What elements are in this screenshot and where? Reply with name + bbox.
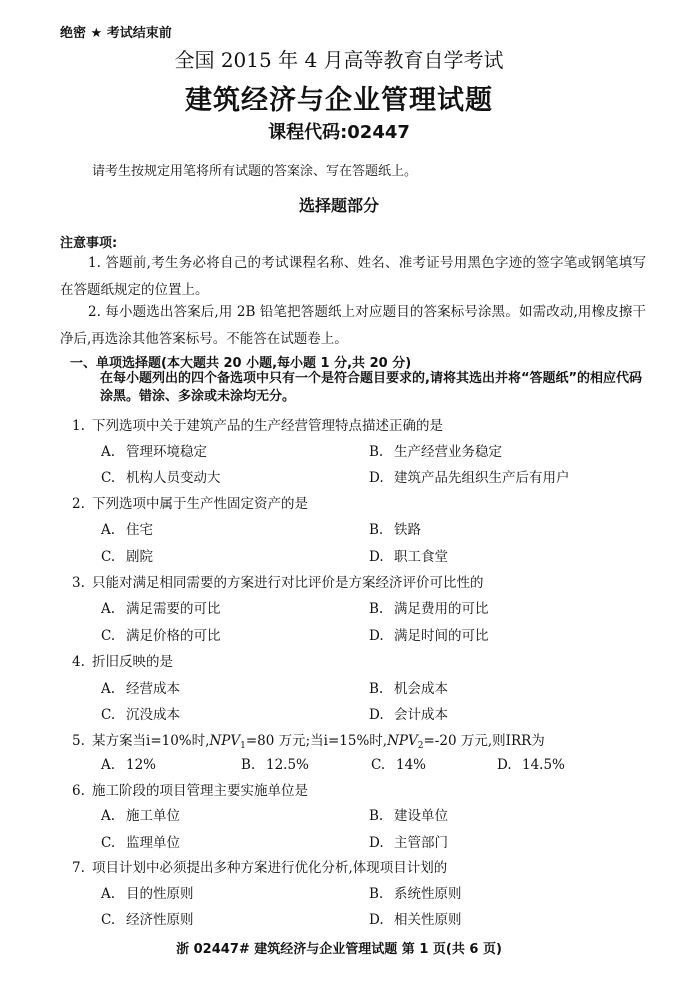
page-footer: 浙 02447# 建筑经济与企业管理试题 第 1 页(共 6 页): [176, 942, 502, 957]
question-1: [72, 414, 443, 434]
option-4-b: B. 机会成本: [369, 681, 448, 697]
question-number: 3.: [72, 575, 85, 591]
question-3: [72, 571, 484, 591]
option-2-a: A. 住宅: [101, 522, 153, 538]
option-3-b: B. 满足费用的可比: [369, 601, 489, 617]
option-4-c: C. 沉没成本: [101, 707, 180, 723]
question-4: [72, 650, 173, 670]
question-number: 5.: [72, 733, 85, 749]
question-stem: 某方案当i=10%时$,NPV_1=80$ 万元;当i=15%时$,NPV_2=-20$ 万元,则IRR为: [92, 733, 545, 751]
option-4-a: A. 经营成本: [101, 681, 180, 697]
option-6-c: C. 监理单位: [101, 835, 180, 851]
question-number: 1.: [72, 418, 85, 434]
option-7-b: B. 系统性原则: [369, 886, 462, 902]
note-item-1: 1. 答题前,考生务必将自己的考试课程名称、姓名、准考证号用黑色字迹的签字笔或钢笔填写在答题纸规定的位置上。: [60, 255, 646, 298]
option-5-d: D. 14.5%: [497, 757, 565, 773]
question-number: 4.: [72, 654, 85, 670]
option-3-c: C. 满足价格的可比: [101, 628, 221, 644]
option-1-b: B. 生产经营业务稳定: [369, 444, 502, 460]
exam-session-line: 全国 2015 年 4 月高等教育自学考试: [174, 48, 504, 72]
part-instruction: 在每小题列出的四个备选项中只有一个是符合题目要求的,请将其选出并将“答题纸”的相应代码涂黑。错涂、多涂或未涂均无分。: [100, 371, 643, 404]
question-stem: 施工阶段的项目管理主要实施单位是: [92, 783, 308, 799]
question-6: [72, 779, 308, 799]
question-number: 2.: [72, 496, 85, 512]
question-5: [72, 729, 545, 751]
question-stem: 折旧反映的是: [92, 654, 173, 670]
option-6-a: A. 施工单位: [101, 808, 180, 824]
course-code: 课程代码:02447: [268, 122, 410, 143]
part-title: 一、单项选择题(本大题共 20 小题,每小题 1 分,共 20 分): [70, 356, 412, 371]
confidential-label: 绝密 ★ 考试结束前: [60, 26, 172, 41]
option-2-d: D. 职工食堂: [369, 549, 448, 565]
option-7-d: D. 相关性原则: [369, 912, 462, 928]
option-2-b: B. 铁路: [369, 522, 421, 538]
option-5-a: A. 12%: [101, 757, 157, 773]
paper-title: 建筑经济与企业管理试题: [185, 85, 493, 116]
question-stem: 下列选项中属于生产性固定资产的是: [92, 496, 308, 512]
option-1-d: D. 建筑产品先组织生产后有用户: [369, 470, 570, 486]
question-2: [72, 492, 308, 512]
option-1-c: C. 机构人员变动大: [101, 470, 221, 486]
option-3-d: D. 满足时间的可比: [369, 628, 489, 644]
question-stem: 下列选项中关于建筑产品的生产经营管理特点描述正确的是: [92, 418, 443, 434]
option-5-b: B. 12.5%: [241, 757, 309, 773]
option-2-c: C. 剧院: [101, 549, 153, 565]
section-heading: 选择题部分: [298, 196, 379, 215]
question-number: 6.: [72, 783, 85, 799]
option-7-a: A. 目的性原则: [101, 886, 194, 902]
answer-notice: 请考生按规定用笔将所有试题的答案涂、写在答题纸上。: [92, 164, 418, 179]
question-7: [72, 856, 447, 876]
option-1-a: A. 管理环境稳定: [101, 444, 207, 460]
option-6-b: B. 建设单位: [369, 808, 448, 824]
option-3-a: A. 满足需要的可比: [101, 601, 221, 617]
notes-title: 注意事项:: [60, 236, 118, 251]
question-stem: 项目计划中必须提出多种方案进行优化分析,体现项目计划的: [92, 860, 448, 876]
question-number: 7.: [72, 860, 85, 876]
option-7-c: C. 经济性原则: [101, 912, 194, 928]
option-4-d: D. 会计成本: [369, 707, 448, 723]
option-5-c: C. 14%: [371, 757, 427, 773]
option-6-d: D. 主管部门: [369, 835, 448, 851]
question-stem: 只能对满足相同需要的方案进行对比评价是方案经济评价可比性的: [92, 575, 484, 591]
note-item-2: 2. 每小题选出答案后,用 2B 铅笔把答题纸上对应题目的答案标号涂黑。如需改动,用橡皮擦干净后,再选涂其他答案标号。不能答在试题卷上。: [60, 304, 646, 347]
